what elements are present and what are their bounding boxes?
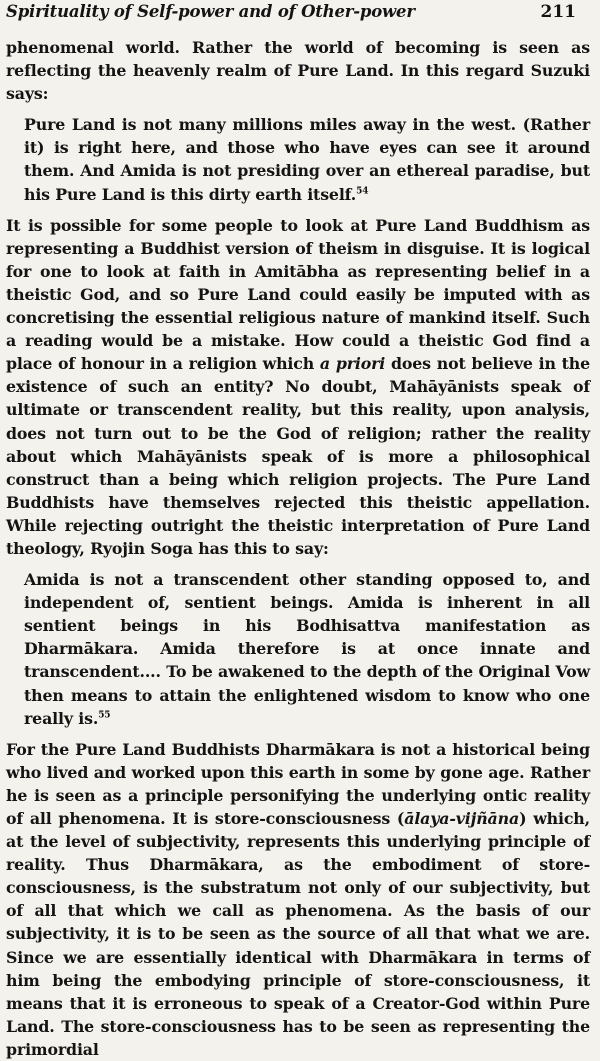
paragraph-1-text: phenomenal world. Rather the world of becoming is seen as reflecting the heavenly realm of Pure Land. In this regard Suzuki says: [6,38,590,104]
page-header [6,0,590,30]
block-quote-suzuki [24,113,590,205]
paragraph-2 [6,214,590,560]
paragraph-2-text-a: It is possible for some people to look at Pure Land Buddhism as representing a Buddhist version of theism in disguise. It is logical for one to look at faith in Amitābha as representing belief in a theistic God, and so Pure Land could easily be imputed with as concretising the essential religious nature of mankind itself. Such a reading would be a mistake. How could a theistic God find a place of honour in a religion which [6,215,590,374]
italic-a-priori: a priori [319,354,386,374]
quote-1-text: Pure Land is not many millions miles away in the west. (Rather it) is right here, and those who have eyes can see it around them. And Amida is not presiding over an ethereal paradise, but his Pure Land is this dirty earth itself. [24,115,590,204]
paragraph-3-text-b: ) which, at the level of subjectivity, represents this underlying principle of reality. Thus Dharmākara, as the embodiment of store-consciousness, is the substratum not only of our subjectivity, but of all that which we call as phenomena. As the basis of our subjectivity, it is to be seen as the source of all that what we are. Since we are essentially identical with Dharmākara in terms of him being the embodying principle of store-consciousness, it means that it is erroneous to speak of a Creator-God within Pure Land. The store-consciousness has to be seen as representing the primordial [6,809,590,1059]
running-head: Spirituality of Self-power and of Other-power [6,2,415,21]
paragraph-1 [6,36,590,105]
paragraph-3-text-a: For the Pure Land Buddhists Dharmākara is not a historical being who lived and worked upon this earth in some by gone age. Rather he is seen as a principle personifying the underlying ontic reality of all phenomena. It is store-consciousness ( [6,739,590,828]
italic-alaya-vijnana: ālaya-vijñāna [404,809,520,828]
paragraph-3 [6,738,590,1061]
footnote-ref-54: 54 [356,186,369,197]
footnote-ref-55: 55 [98,710,111,721]
block-quote-soga [24,568,590,730]
page-body [6,36,590,1061]
quote-2-text: Amida is not a transcendent other standing opposed to, and independent of, sentient beings. Amida is inherent in all sentient beings in his Bodhisattva manifestation as Dharmākara. Amida therefore is at once innate and transcendent.... To be awakened to the depth of the Original Vow then means to attain the enlightened wisdom to know who one really is. [24,570,590,728]
page-number: 211 [540,2,576,22]
paragraph-2-text-b: does not believe in the existence of such an entity? No doubt, Mahāyānists speak of ultimate or transcendent reality, but this reality, upon analysis, does not turn out to be the God of religion; rather the reality about which Mahāyānists speak of is more a philosophical construct than a being which religion projects. The Pure Land Buddhists have themselves rejected this theistic appellation. While rejecting outright the theistic interpretation of Pure Land theology, Ryojin Soga has this to say: [6,354,590,558]
